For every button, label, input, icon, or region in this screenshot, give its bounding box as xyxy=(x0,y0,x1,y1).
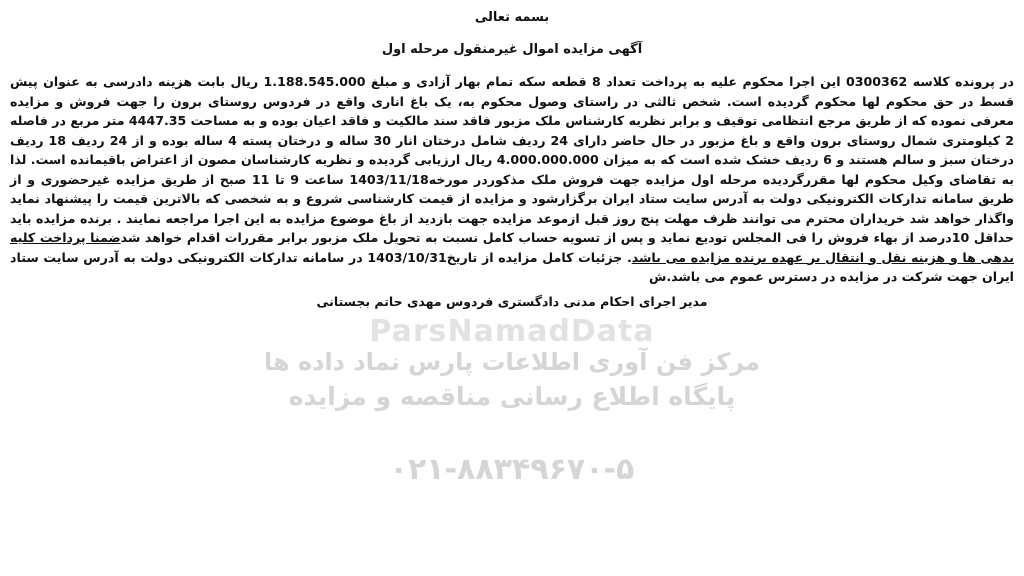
body-text-underlined: ضمنا پرداخت کلیه بدهی ها و هزینه نقل و انتقال بر عهده برنده مزایده می باشد xyxy=(10,230,1014,265)
watermark-center-name: مرکز فن آوری اطلاعات پارس نماد داده ها xyxy=(263,348,761,376)
announcement-body xyxy=(10,72,1014,287)
watermark-brand: ParsNamadData xyxy=(369,314,655,349)
announcement-title: آگهی مزایده اموال غیرمنقول مرحله اول xyxy=(381,42,643,57)
basmala-heading: بسمه تعالی xyxy=(474,10,550,25)
watermark-tagline: پایگاه اطلاع رسانی مناقصه و مزایده xyxy=(288,382,736,411)
signature-line: مدیر اجرای احکام مدنی دادگستری فردوس مهدی حاتم بجستانی xyxy=(316,294,708,309)
watermark-phone: ۰۲۱-۸۸۳۴۹۶۷۰-۵ xyxy=(389,452,635,487)
body-text-part1: در پرونده کلاسه 0300362 این اجرا محکوم علیه به پرداخت تعداد 8 قطعه سکه تمام بهار آزادی و مبلغ 1.188.545.000 ریال بابت هزینه دادرسی به عنوان پیش قسط در حق محکوم لها محکوم گردیده است. شخص ثالثی در راستای وصول محکوم به، یک باغ اناری واقع در فردوس روستای برون را جهت فروش و مزایده معرفی نموده که از طریق مرجع انتظامی توقیف و برابر نظریه کارشناس ملک مزبور فاقد سند مالکیت و فاقد اعیان بوده و به مساحت 4447.35 متر مربع در فاصله 2 کیلومتری شمال روستای برون واقع و باغ مزبور در حال حاضر دارای 24 ردیف شامل درختان انار 30 ساله و درختان پسته 4 ساله بوده و از 24 ردیف 18 ردیف درختان سبز و سالم هستند و 6 ردیف خشک شده است که به میزان 4.000.000.000 ریال ارزیابی گردیده و نظریه کارشناسان مصون از اعتراض باقیمانده است. لذا به تقاضای وکیل محکوم لها مقررگردیده مرحله اول مزایده جهت فروش ملک مذکوردر مورخه1403/11/18 ساعت 9 تا 11 صبح از طریق مزایده غیرحضوری و از طریق سامانه تدارکات الکترونیکی دولت به آدرس سایت ستاد ایران برگزارشود و مزایده از قیمت کارشناسی شروع و به شخصی که بالاترین قیمت را پیشنهاد نماید واگذار خواهد شد خریداران محترم می توانند ظرف مهلت پنج روز قبل ازموعد مزایده جهت بازدید از باغ موضوع مزایده به این اجرا مراجعه نمایند . برنده مزایده باید حداقل 10درصد از بهاء فروش را فی المجلس تودیع نماید و پس از تسویه حساب کامل نسبت به تحویل ملک مزبور برابر مقررات اقدام خواهد شد xyxy=(10,74,1015,245)
body-text-part2: . جزئیات کامل مزایده از تاریخ1403/10/31 در سامانه تدارکات الکترونیکی دولت به آدرس سایت ستاد ایران جهت شرکت در مزایده در دسترس عموم می باشد.ش xyxy=(10,249,1014,284)
